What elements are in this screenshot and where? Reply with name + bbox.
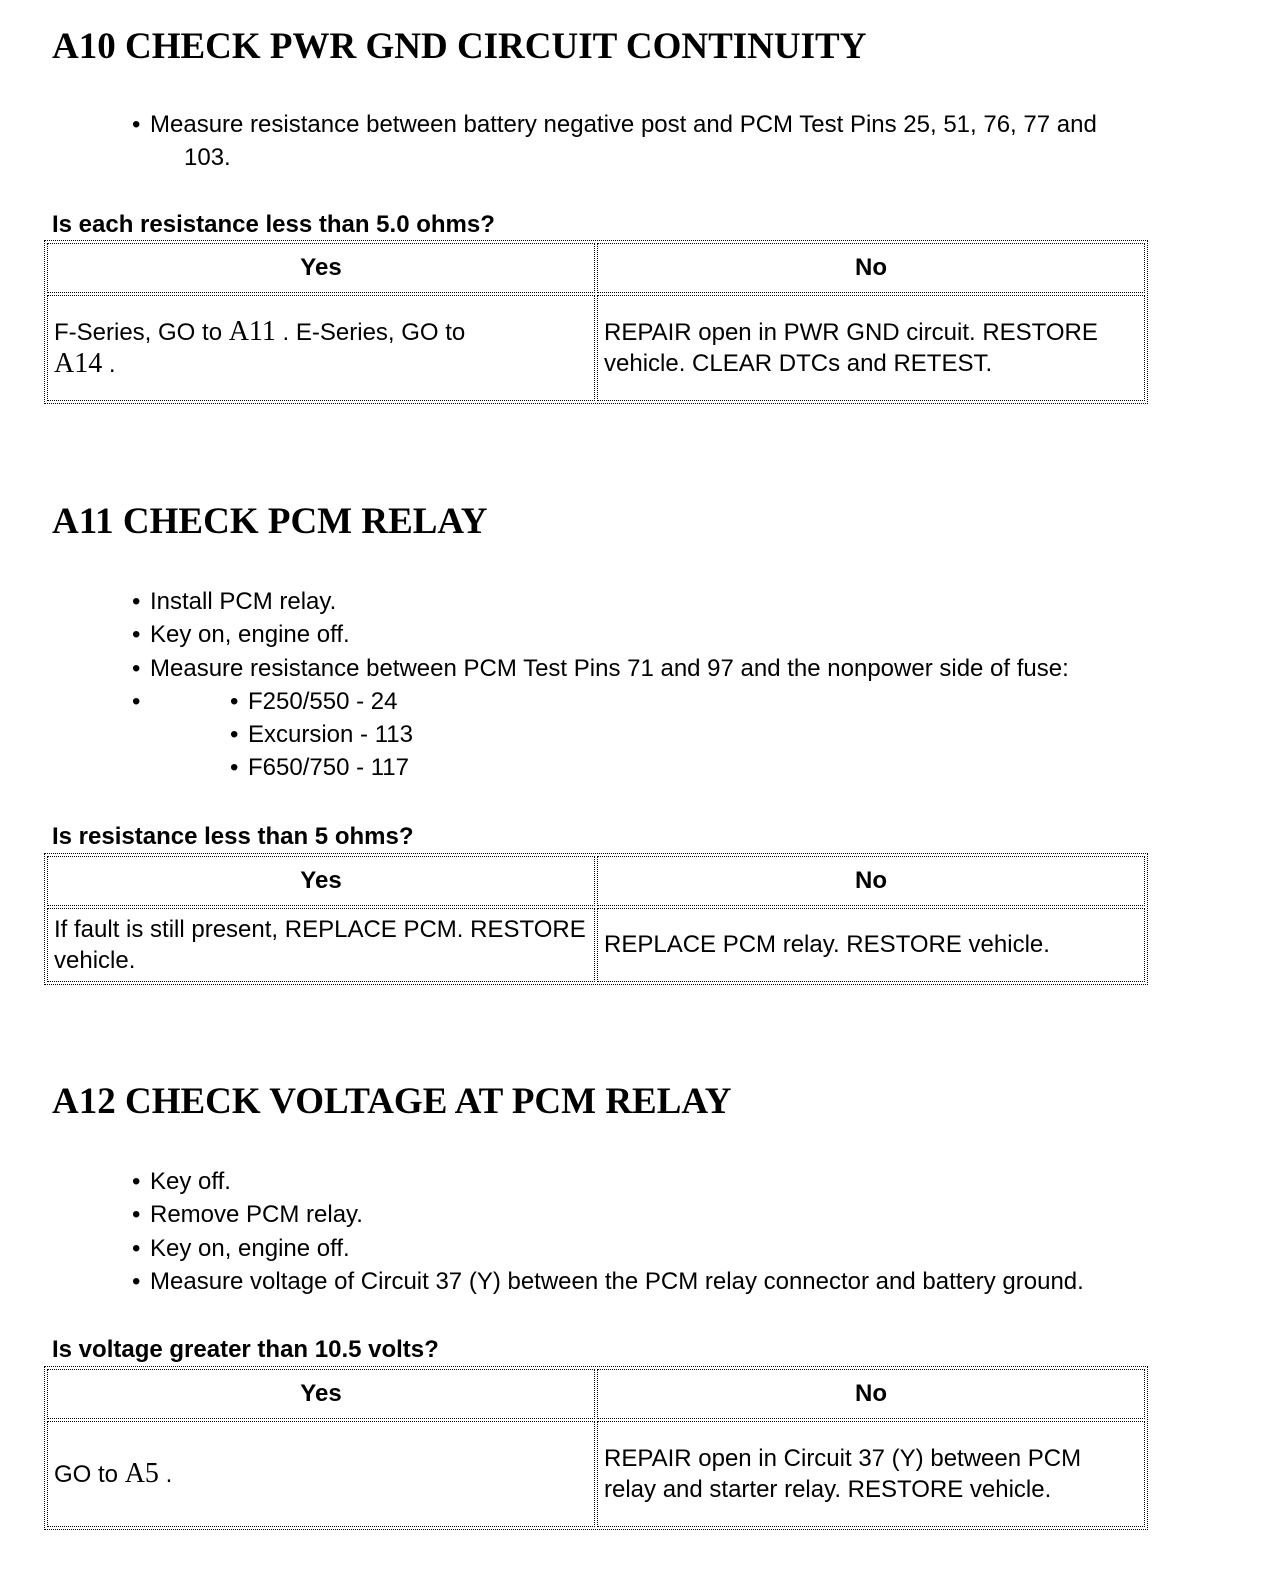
question-a10: Is each resistance less than 5.0 ohms? [52,211,495,238]
step-a10-instructions [132,108,1097,175]
table-header-row [47,1369,1145,1419]
bullet-item: • Measure voltage of Circuit 37 (Y) between the PCM relay connector and battery ground. [132,1265,1084,1298]
yes-cell [47,295,595,401]
sub-bullet-item: • F650/750 - 117 [230,751,1069,784]
no-cell: REPAIR open in Circuit 37 (Y) between PCM relay and starter relay. RESTORE vehicle. [597,1421,1145,1527]
step-title-a11: A11 CHECK PCM RELAY [52,501,488,542]
step-title-a12: A12 CHECK VOLTAGE AT PCM RELAY [52,1081,732,1122]
no-cell: REPAIR open in PWR GND circuit. RESTORE vehicle. CLEAR DTCs and RETEST. [597,295,1145,401]
bullet-item [132,108,1097,175]
bullet-item: • Install PCM relay. [132,585,1069,618]
table-row [47,295,1145,401]
table-row [47,1421,1145,1527]
bullet-item: • Key on, engine off. [132,1232,1084,1265]
step-a11-instructions [132,585,1069,785]
yes-header: Yes [47,1369,595,1419]
table-header-row [47,856,1145,906]
bullet-item: • Remove PCM relay. [132,1198,1084,1231]
sub-bullet-item: • Excursion - 113 [230,718,1069,751]
table-header-row [47,243,1145,293]
yes-cell [47,1421,595,1527]
step-link-a11[interactable]: A11 [228,315,276,347]
result-table-a11 [44,853,1148,985]
no-header: No [597,1369,1145,1419]
yes-cell: If fault is still present, REPLACE PCM. RESTORE vehicle. [47,908,595,982]
yes-text: . [102,351,116,378]
question-a11: Is resistance less than 5 ohms? [52,823,414,850]
bullet-item: • Measure resistance between PCM Test Pins 71 and 97 and the nonpower side of fuse: [132,652,1069,685]
yes-text: . E-Series, GO to [275,318,466,346]
yes-header: Yes [47,243,595,293]
fuse-list [132,685,1069,785]
step-a12-instructions [132,1165,1084,1298]
table-row [47,908,1145,982]
no-header: No [597,243,1145,293]
yes-text: F-Series, GO to [54,318,229,346]
yes-header: Yes [47,856,595,906]
step-title-a10: A10 CHECK PWR GND CIRCUIT CONTINUITY [52,26,867,67]
bullet-text: Measure resistance between battery negative post and PCM Test Pins 25, 51, 76, 77 and [150,111,1097,138]
step-link-a5[interactable]: A5 [124,1457,159,1489]
bullet-text-continuation: 103. [184,144,231,172]
question-a12: Is voltage greater than 10.5 volts? [52,1336,439,1363]
no-header: No [597,856,1145,906]
result-table-a12 [44,1366,1148,1530]
sub-list-container [132,685,1069,785]
yes-text: . [158,1460,173,1488]
result-table-a10 [44,240,1148,404]
yes-text: GO to [54,1460,125,1488]
sub-bullet-item: • • F250/550 - 24 [230,685,1069,718]
bullet-item: • Key off. [132,1165,1084,1198]
no-cell: REPLACE PCM relay. RESTORE vehicle. [597,908,1145,982]
step-link-a14[interactable]: A14 [54,348,103,379]
bullet-item: • Key on, engine off. [132,618,1069,651]
